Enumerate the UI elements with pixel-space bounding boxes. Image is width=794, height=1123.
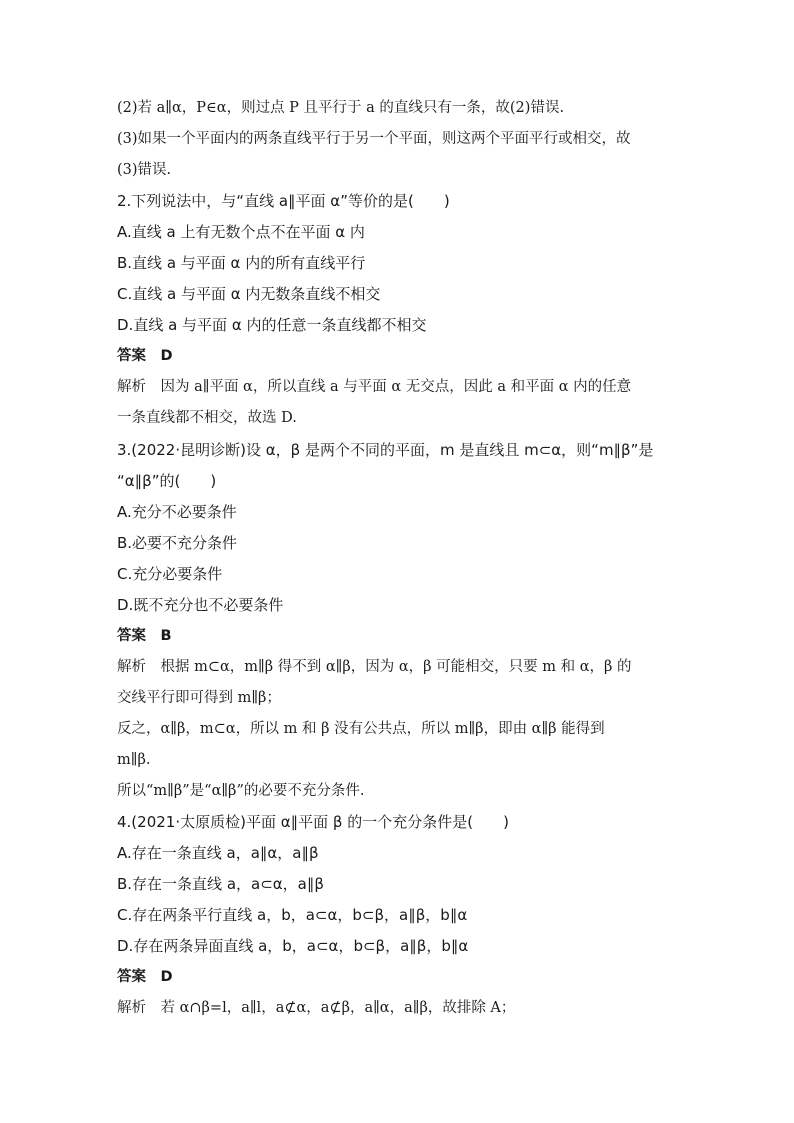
question-3-analysis: m∥β. — [117, 752, 151, 768]
question-2-answer: 答案 D — [117, 348, 173, 364]
question-3-answer: 答案 B — [117, 628, 172, 644]
question-2-option-b: B.直线 a 与平面 α 内的所有直线平行 — [117, 254, 366, 272]
question-4-option-a: A.存在一条直线 a，a∥α，a∥β — [117, 844, 319, 862]
solution-line: (3)错误. — [117, 162, 172, 178]
question-3-analysis: 交线平行即可得到 m∥β； — [117, 690, 281, 706]
question-4-stem: 4.(2021·太原质检)平面 α∥平面 β 的一个充分条件是( ) — [117, 813, 509, 831]
question-2-option-d: D.直线 a 与平面 α 内的任意一条直线都不相交 — [117, 316, 427, 334]
solution-line: (3)如果一个平面内的两条直线平行于另一个平面，则这两个平面平行或相交，故 — [117, 131, 631, 147]
solution-line: (2)若 a∥α，P∈α，则过点 P 且平行于 a 的直线只有一条，故(2)错误. — [117, 100, 565, 116]
question-3-option-a: A.充分不必要条件 — [117, 503, 237, 521]
question-3-analysis: 解析 根据 m⊂α，m∥β 得不到 α∥β，因为 α，β 可能相交，只要 m 和 α，β 的 — [117, 659, 632, 675]
question-2-option-a: A.直线 a 上有无数个点不在平面 α 内 — [117, 223, 365, 241]
question-2-option-c: C.直线 a 与平面 α 内无数条直线不相交 — [117, 285, 381, 303]
question-4-answer: 答案 D — [117, 969, 173, 985]
question-3-analysis: 所以“m∥β”是“α∥β”的必要不充分条件. — [117, 783, 365, 799]
question-3-stem: “α∥β”的( ) — [117, 472, 217, 490]
question-3-analysis: 反之，α∥β，m⊂α，所以 m 和 β 没有公共点，所以 m∥β，即由 α∥β 能得到 — [117, 721, 605, 737]
question-4-analysis: 解析 若 α∩β=l，a∥l，a⊄α，a⊄β，a∥α，a∥β，故排除 A； — [117, 1000, 516, 1016]
question-4-option-d: D.存在两条异面直线 a，b，a⊂α，b⊂β，a∥β，b∥α — [117, 937, 469, 955]
question-3-option-b: B.必要不充分条件 — [117, 534, 238, 552]
question-4-option-b: B.存在一条直线 a，a⊂α，a∥β — [117, 875, 324, 893]
question-3-option-d: D.既不充分也不必要条件 — [117, 596, 284, 614]
question-2-stem: 2.下列说法中，与“直线 a∥平面 α”等价的是( ) — [117, 192, 450, 210]
question-2-analysis: 解析 因为 a∥平面 α，所以直线 a 与平面 α 无交点，因此 a 和平面 α 内的任意 — [117, 379, 632, 395]
question-3-option-c: C.充分必要条件 — [117, 565, 223, 583]
question-4-option-c: C.存在两条平行直线 a，b，a⊂α，b⊂β，a∥β，b∥α — [117, 906, 468, 924]
question-2-analysis: 一条直线都不相交，故选 D. — [117, 410, 297, 426]
question-3-stem: 3.(2022·昆明诊断)设 α，β 是两个不同的平面，m 是直线且 m⊂α，则“m∥β”是 — [117, 441, 654, 459]
